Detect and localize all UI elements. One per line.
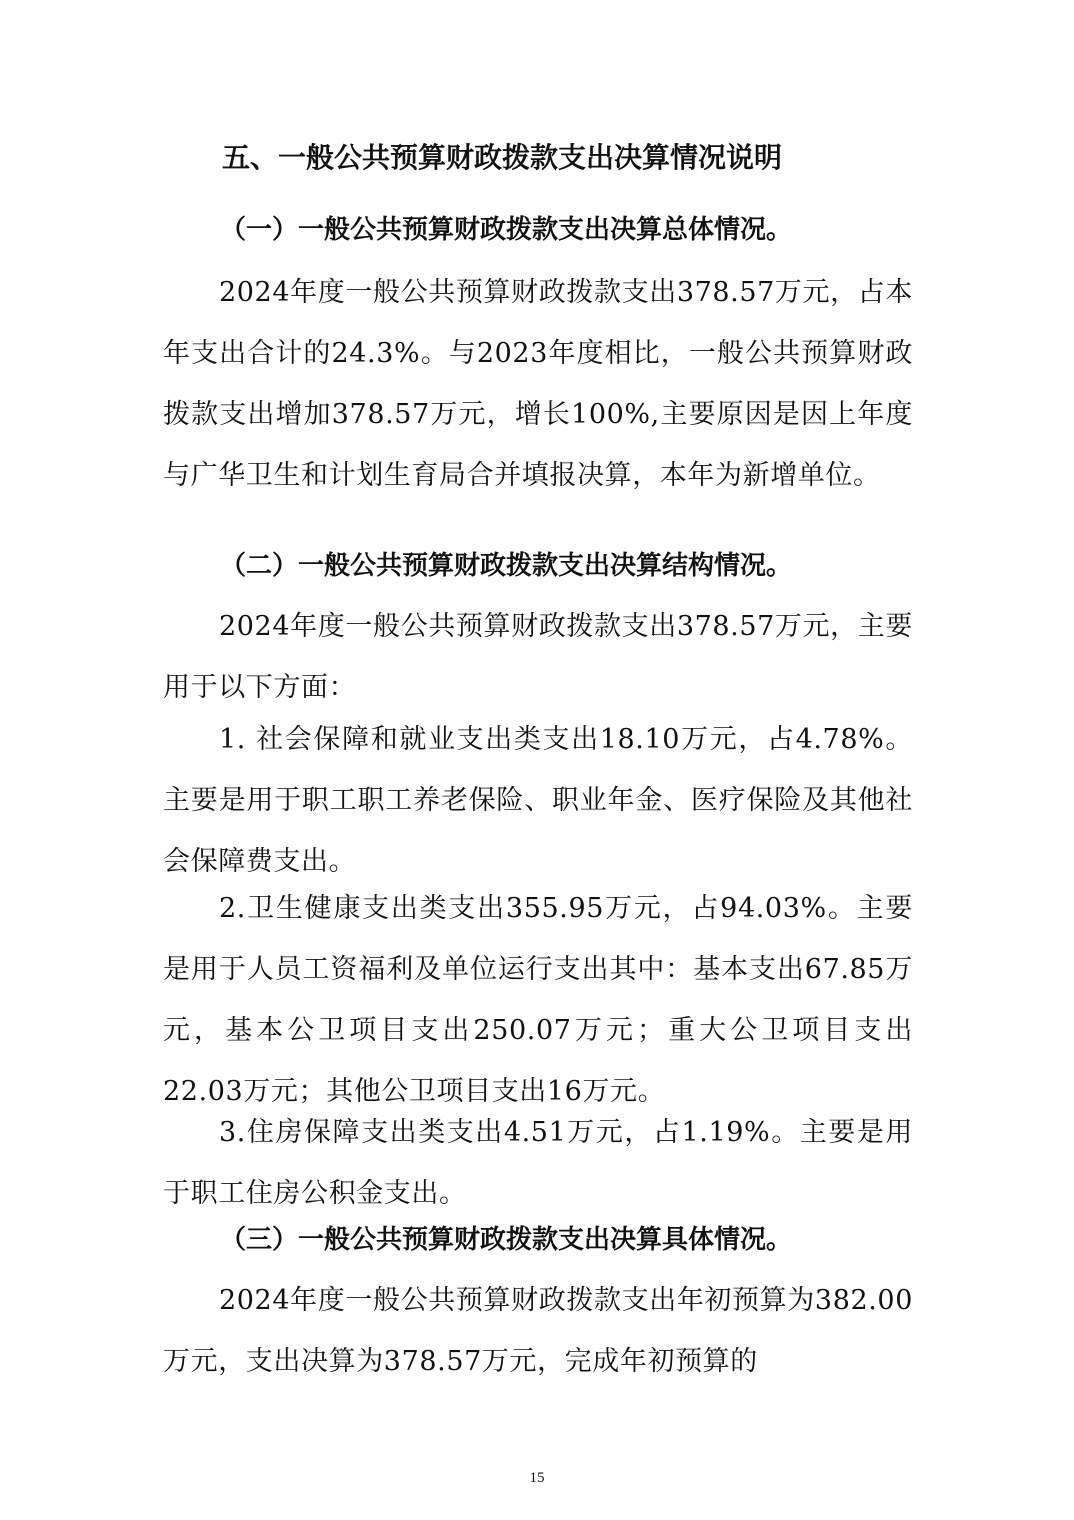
subsection-title-overall: （一）一般公共预算财政拨款支出决算总体情况。 [220,215,793,245]
page-number: 15 [529,1470,545,1486]
paragraph-health: 2.卫生健康支出类支出355.95万元，占94.03%。主要是用于人员工资福利及单位运行支出其中：基本支出67.85万元，基本公卫项目支出250.07万元；重大公卫项目支出22.03万元；其他公卫项目支出16万元。 [163,893,913,1107]
paragraph-social-security: 1. 社会保障和就业支出类支出18.10万元，占4.78%。主要是用于职工职工养老保险、职业年金、医疗保险及其他社会保障费支出。 [163,724,913,877]
paragraph-detail: 2024年度一般公共预算财政拨款支出年初预算为382.00万元，支出决算为378.57万元，完成年初预算的 [163,1285,913,1377]
subsection-title-structure: （二）一般公共预算财政拨款支出决算结构情况。 [220,551,793,581]
paragraph-structure-intro: 2024年度一般公共预算财政拨款支出378.57万元，主要用于以下方面： [163,611,913,703]
section-heading: 五、一般公共预算财政拨款支出决算情况说明 [222,141,783,174]
subsection-title-detail: （三）一般公共预算财政拨款支出决算具体情况。 [220,1225,793,1255]
paragraph-housing: 3.住房保障支出类支出4.51万元，占1.19%。主要是用于职工住房公积金支出。 [163,1117,913,1209]
paragraph-overall: 2024年度一般公共预算财政拨款支出378.57万元，占本年支出合计的24.3%。与2023年度相比，一般公共预算财政拨款支出增加378.57万元，增长100%,主要原因是因上年度与广华卫生和计划生育局合并填报决算，本年为新增单位。 [163,277,913,491]
